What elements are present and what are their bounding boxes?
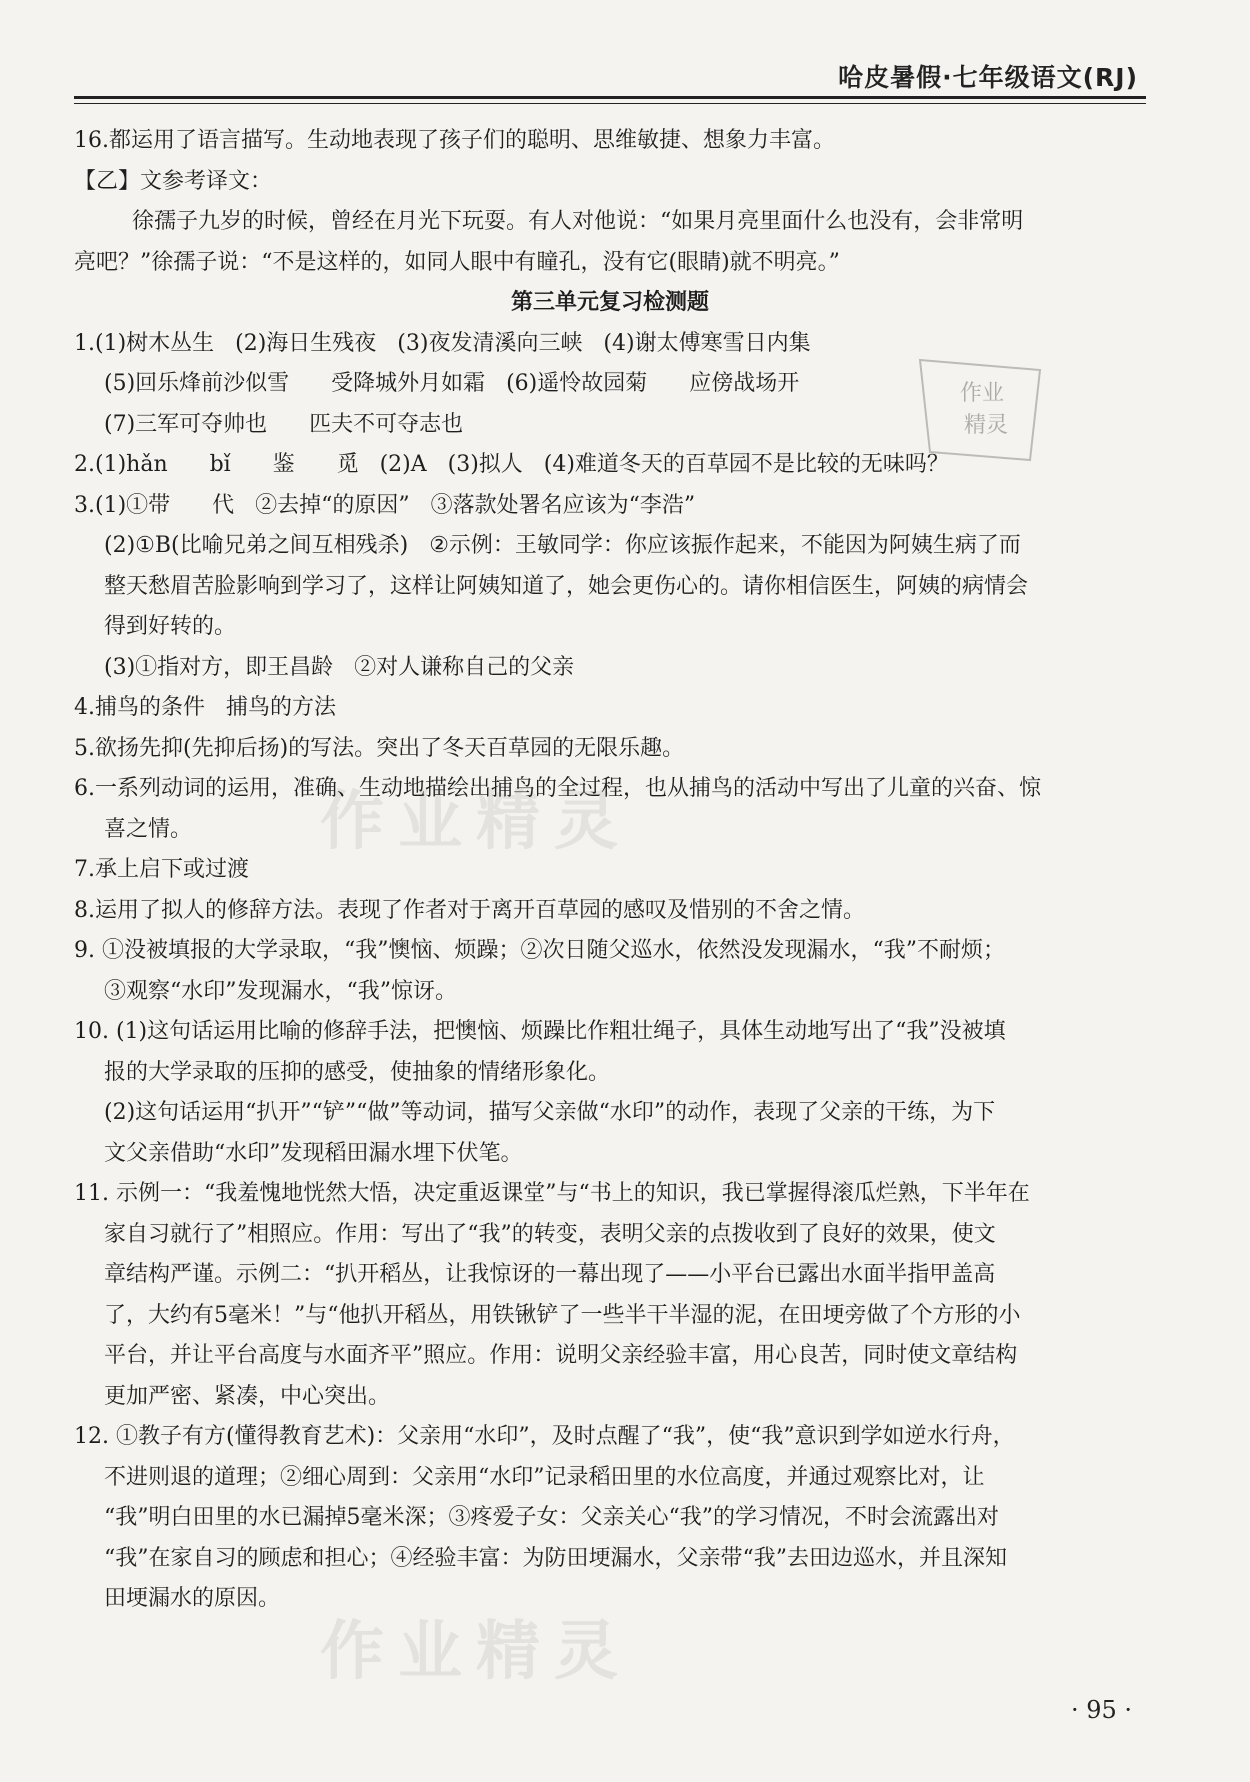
text-line: 得到好转的。 <box>104 614 237 639</box>
text-line: 16.都运用了语言描写。生动地表现了孩子们的聪明、思维敏捷、想象力丰富。 <box>74 128 835 153</box>
watermark: 作业精灵 <box>320 1615 632 1689</box>
document-body <box>74 121 1146 1620</box>
text-line: 【乙】文参考译文： <box>74 168 273 194</box>
text-line: “我”明白田里的水已漏掉5毫米深；③疼爱子女：父亲关心“我”的学习情况，不时会流露出对 <box>104 1505 999 1530</box>
text-line: 9. ①没被填报的大学录取，“我”懊恼、烦躁；②次日随父巡水，依然没发现漏水，“我”不耐烦； <box>74 938 1005 963</box>
text-line: 家自习就行了”相照应。作用：写出了“我”的转变，表明父亲的点拨收到了良好的效果，使文 <box>104 1221 996 1247</box>
text-line: ③观察“水印”发现漏水，“我”惊讶。 <box>104 978 457 1004</box>
text-line: 5.欲扬先抑(先抑后扬)的写法。突出了冬天百草园的无限乐趣。 <box>74 735 685 761</box>
text-line: (2)这句话运用“扒开”“铲”“做”等动词，描写父亲做“水印”的动作，表现了父亲的干练，为下 <box>104 1100 996 1125</box>
text-line: 整天愁眉苦脸影响到学习了，这样让阿姨知道了，她会更伤心的。请你相信医生，阿姨的病情会 <box>104 573 1029 599</box>
text-line: 6.一系列动词的运用，准确、生动地描绘出捕鸟的全过程，也从捕鸟的活动中写出了儿童的兴奋、惊 <box>74 776 1041 801</box>
text-line: 更加严密、紧凑，中心突出。 <box>104 1383 391 1409</box>
text-line: 田埂漏水的原因。 <box>104 1586 281 1611</box>
text-line: (5)回乐烽前沙似雪 受降城外月如霜 (6)遥怜故园菊 应傍战场开 <box>104 371 800 396</box>
header-rule-thick <box>74 96 1146 99</box>
text-line: 了，大约有5毫米！”与“他扒开稻丛，用铁锹铲了一些半干半湿的泥，在田埂旁做了个方形的小 <box>104 1302 1021 1328</box>
text-line: (3)①指对方，即王昌龄 ②对人谦称自己的父亲 <box>104 654 575 680</box>
stamp-text-1: 作业 <box>960 381 1005 406</box>
text-line: (7)三军可夺帅也 匹夫不可夺志也 <box>104 411 464 437</box>
text-line: 报的大学录取的压抑的感受，使抽象的情绪形象化。 <box>104 1059 611 1085</box>
page-number: · 95 · <box>1070 1696 1132 1724</box>
text-line: 8.运用了拟人的修辞方法。表现了作者对于离开百草园的感叹及惜别的不舍之情。 <box>74 897 865 923</box>
text-line: 亮吧？”徐孺子说：“不是这样的，如同人眼中有瞳孔，没有它(眼睛)就不明亮。” <box>74 249 840 275</box>
text-line: 2.(1)hǎn bǐ 鉴 觅 (2)A (3)拟人 (4)难道冬天的百草园不是比较的无味吗？ <box>74 452 949 477</box>
text-line: (2)①B(比喻兄弟之间互相残杀) ②示例：王敏同学：你应该振作起来，不能因为阿姨生病了而 <box>104 533 1021 558</box>
text-line: 4.捕鸟的条件 捕鸟的方法 <box>74 695 336 720</box>
header-rule-thin <box>74 103 1146 104</box>
text-line: 文父亲借助“水印”发现稻田漏水埋下伏笔。 <box>104 1140 523 1166</box>
watermark: 作业精灵 <box>320 785 632 859</box>
text-line: 11. 示例一：“我羞愧地恍然大悟，决定重返课堂”与“书上的知识，我已掌握得滚瓜烂熟，下半年在 <box>74 1181 1030 1206</box>
text-line: 不进则退的道理；②细心周到：父亲用“水印”记录稻田里的水位高度，并通过观察比对，让 <box>104 1464 985 1490</box>
stamp-text-2: 精灵 <box>964 413 1009 438</box>
text-line: 喜之情。 <box>104 816 193 842</box>
text-line: “我”在家自习的顾虑和担心；④经验丰富：为防田埂漏水，父亲带“我”去田边巡水，并且深知 <box>104 1545 1007 1571</box>
text-line: 章结构严谨。示例二：“扒开稻丛，让我惊讶的一幕出现了——小平台已露出水面半指甲盖高 <box>104 1262 996 1287</box>
text-line: 10. (1)这句话运用比喻的修辞手法，把懊恼、烦躁比作粗壮绳子，具体生动地写出了“我”没被填 <box>74 1019 1006 1044</box>
text-line: 徐孺子九岁的时候，曾经在月光下玩耍。有人对他说：“如果月亮里面什么也没有，会非常明 <box>132 209 1024 234</box>
text-line: 3.(1)①带 代 ②去掉“的原因” ③落款处署名应该为“李浩” <box>74 492 696 518</box>
header-title: 哈皮暑假·七年级语文(RJ) <box>838 63 1138 92</box>
text-line: 12. ①教子有方(懂得教育艺术)：父亲用“水印”，及时点醒了“我”，使“我”意识到学如逆水行舟， <box>74 1424 1015 1449</box>
text-line: 1.(1)树木丛生 (2)海日生残夜 (3)夜发清溪向三峡 (4)谢太傅寒雪日内集 <box>74 330 811 356</box>
text-line: 7.承上启下或过渡 <box>74 857 249 882</box>
text-line: 平台，并让平台高度与水面齐平”照应。作用：说明父亲经验丰富，用心良苦，同时使文章结构 <box>104 1343 1018 1368</box>
section-title: 第三单元复习检测题 <box>510 290 709 315</box>
